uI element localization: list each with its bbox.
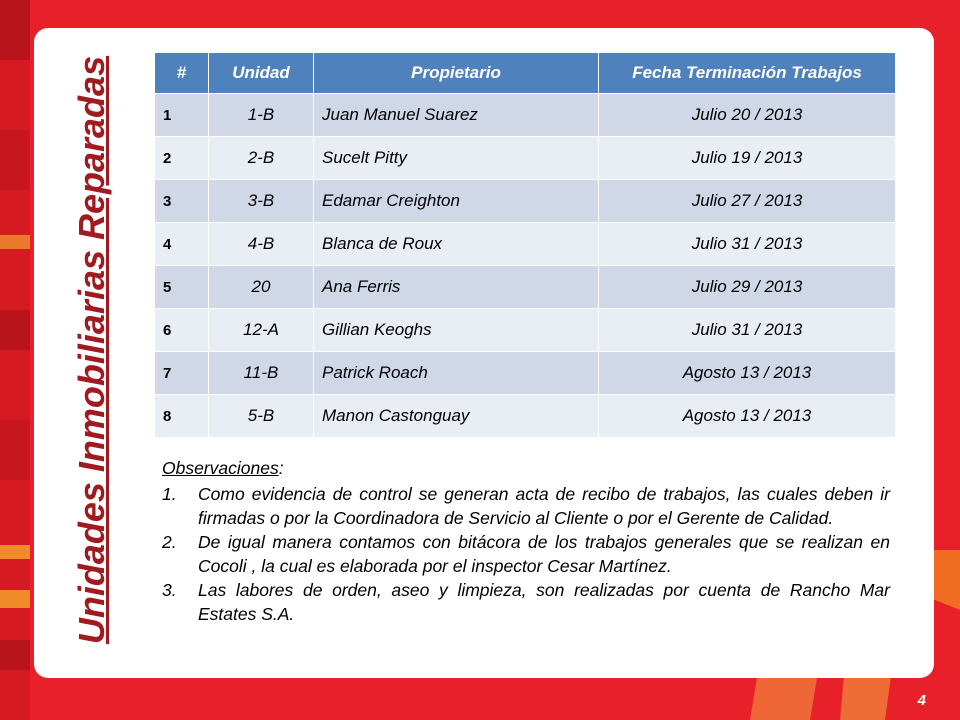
observations-colon: : [278, 458, 284, 478]
table-row [155, 223, 896, 266]
row-date: Julio 29 / 2013 [599, 266, 896, 309]
left-decorative-stripe [0, 0, 30, 720]
row-number: 4 [155, 223, 209, 266]
list-item [162, 578, 890, 626]
row-date: Agosto 13 / 2013 [599, 395, 896, 438]
row-number: 7 [155, 352, 209, 395]
header-unit: Unidad [209, 53, 314, 94]
observations-heading [162, 456, 890, 480]
list-item-text: De igual manera contamos con bitácora de los trabajos generales que se realizan en Cocoli , la cual es elaborada por el inspector Cesar Martínez. [198, 532, 890, 576]
observations-list [162, 482, 890, 626]
row-owner: Edamar Creighton [314, 180, 599, 223]
row-unit: 12-A [209, 309, 314, 352]
list-item-number: 1. [162, 484, 177, 504]
row-date: Julio 19 / 2013 [599, 137, 896, 180]
table-row [155, 137, 896, 180]
row-number: 8 [155, 395, 209, 438]
row-owner: Sucelt Pitty [314, 137, 599, 180]
row-owner: Patrick Roach [314, 352, 599, 395]
row-number: 3 [155, 180, 209, 223]
table-row [155, 395, 896, 438]
row-date: Julio 31 / 2013 [599, 309, 896, 352]
table-row [155, 94, 896, 137]
list-item-text: Las labores de orden, aseo y limpieza, son realizadas por cuenta de Rancho Mar Estates S.A. [198, 580, 890, 624]
row-number: 6 [155, 309, 209, 352]
table-row [155, 352, 896, 395]
row-date: Julio 27 / 2013 [599, 180, 896, 223]
row-unit: 5-B [209, 395, 314, 438]
list-item-number: 3. [162, 580, 177, 600]
row-date: Julio 20 / 2013 [599, 94, 896, 137]
row-number: 1 [155, 94, 209, 137]
row-owner: Gillian Keoghs [314, 309, 599, 352]
observations-title: Observaciones [162, 458, 279, 478]
header-number: # [155, 53, 209, 94]
list-item [162, 482, 890, 530]
row-owner: Ana Ferris [314, 266, 599, 309]
row-owner: Juan Manuel Suarez [314, 94, 599, 137]
row-date: Julio 31 / 2013 [599, 223, 896, 266]
table-row [155, 266, 896, 309]
row-unit: 4-B [209, 223, 314, 266]
header-completion-date: Fecha Terminación Trabajos [599, 53, 896, 94]
list-item-number: 2. [162, 532, 177, 552]
row-date: Agosto 13 / 2013 [599, 352, 896, 395]
row-owner: Manon Castonguay [314, 395, 599, 438]
header-owner: Propietario [314, 53, 599, 94]
slide-title: Unidades Inmobiliarias Reparadas [71, 55, 112, 645]
row-unit: 1-B [209, 94, 314, 137]
observations-section [162, 456, 890, 626]
row-owner: Blanca de Roux [314, 223, 599, 266]
list-item-text: Como evidencia de control se generan acta de recibo de trabajos, las cuales deben ir firmadas o por la Coordinadora de Servicio al Cliente o por el Gerente de Calidad. [198, 484, 890, 528]
table-row [155, 309, 896, 352]
page-number: 4 [917, 692, 926, 709]
row-unit: 2-B [209, 137, 314, 180]
row-unit: 3-B [209, 180, 314, 223]
row-unit: 11-B [209, 352, 314, 395]
list-item [162, 530, 890, 578]
row-number: 2 [155, 137, 209, 180]
table-row [155, 180, 896, 223]
table-header-row [155, 53, 896, 94]
row-number: 5 [155, 266, 209, 309]
row-unit: 20 [209, 266, 314, 309]
repaired-units-table [154, 52, 896, 438]
